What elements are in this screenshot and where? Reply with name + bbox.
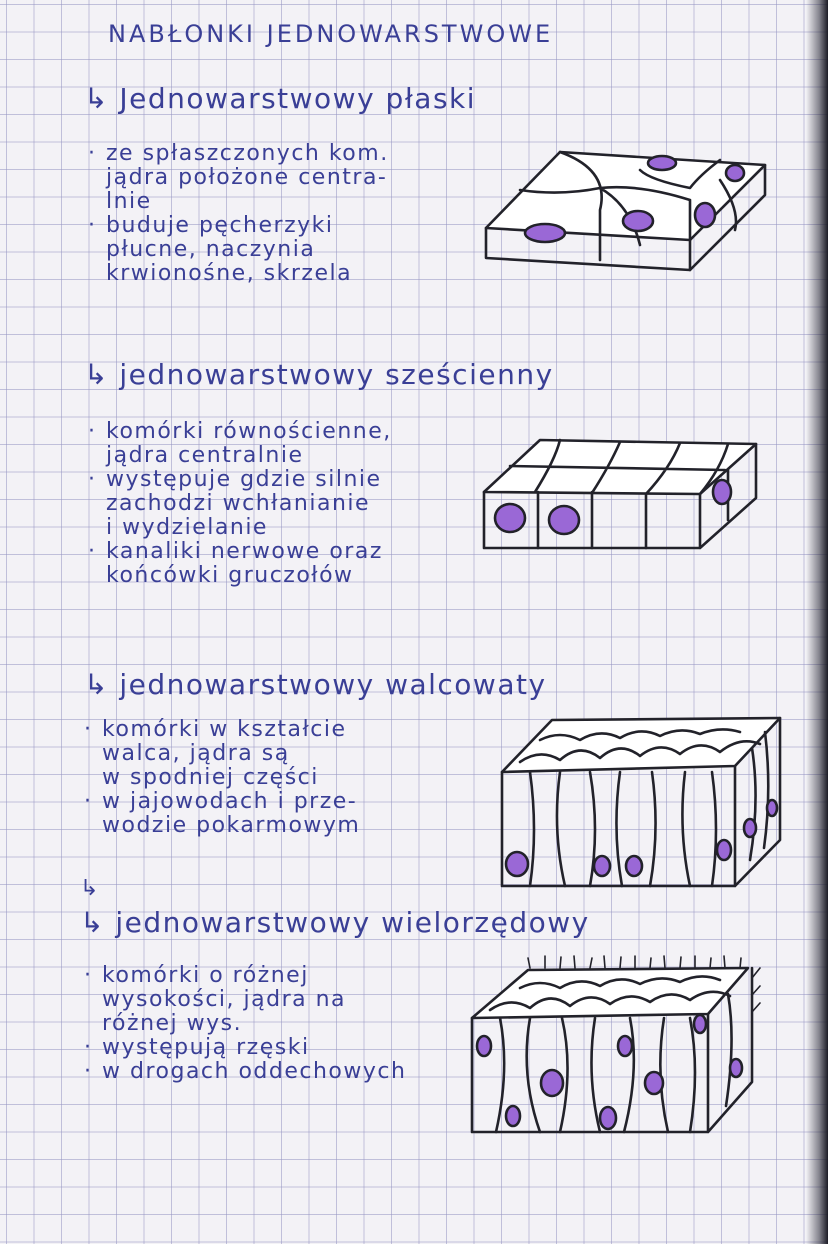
squamous-epithelium-illustration (486, 152, 765, 270)
note-line: komórki w kształcie (102, 717, 347, 742)
arrow-icon: ↳ (84, 668, 109, 701)
note-line: występuje gdzie silnie (106, 467, 382, 492)
heading-text: jednowarstwowy walcowaty (119, 668, 547, 701)
bullet-dot: · (84, 1059, 93, 1084)
note-line: występują rzęski (102, 1035, 310, 1060)
cuboidal-epithelium-illustration (484, 440, 756, 548)
columnar-epithelium-illustration (502, 718, 780, 886)
note-line: końcówki gruczołów (106, 563, 354, 588)
note-line: w jajowodach i prze- (102, 789, 358, 814)
bullet-dot: · (88, 213, 97, 238)
bullet-dot: · (84, 963, 93, 988)
bullet-dot: · (88, 539, 97, 564)
note-line: lnie (106, 189, 152, 214)
note-line: w drogach oddechowych (102, 1059, 407, 1084)
note-line: płucne, naczynia (106, 237, 316, 262)
arrow-icon: ↳ (84, 82, 109, 115)
heading-text: jednowarstwowy wielorzędowy (115, 906, 590, 939)
note-line: ze spłaszczonych kom. (106, 141, 389, 166)
note-line: walca, jądra są (102, 741, 290, 766)
note-line: i wydzielanie (106, 515, 268, 540)
note-line: różnej wys. (102, 1011, 243, 1036)
bullet-dot: · (88, 141, 97, 166)
note-line: w spodniej części (102, 765, 319, 790)
bullet-dot: · (88, 467, 97, 492)
note-line: komórki o różnej (102, 963, 309, 988)
note-line: wodzie pokarmowym (102, 813, 361, 838)
bullet-dot: · (84, 1035, 93, 1060)
note-line: wysokości, jądra na (102, 987, 347, 1012)
note-line: jądra centralnie (106, 443, 304, 468)
bullet-dot: · (88, 419, 97, 444)
note-line: jądra położone centra- (106, 165, 388, 190)
arrow-icon: ↳ (84, 358, 109, 391)
note-line: komórki równościenne, (106, 419, 392, 444)
note-line: kanaliki nerwowe oraz (106, 539, 383, 564)
page-title: NABŁONKI JEDNOWARSTWOWE (108, 20, 554, 48)
note-line: krwionośne, skrzela (106, 261, 353, 286)
note-line: zachodzi wchłanianie (106, 491, 371, 516)
heading-text: jednowarstwowy sześcienny (119, 358, 554, 391)
note-line: buduje pęcherzyki (106, 213, 334, 238)
arrow-icon: ↳ (80, 906, 105, 939)
heading-text: Jednowarstwowy płaski (119, 82, 477, 115)
stray-arrow-icon: ↳ (80, 876, 100, 901)
bullet-dot: · (84, 789, 93, 814)
bullet-dot: · (84, 717, 93, 742)
pseudostratified-epithelium-illustration (472, 956, 760, 1132)
